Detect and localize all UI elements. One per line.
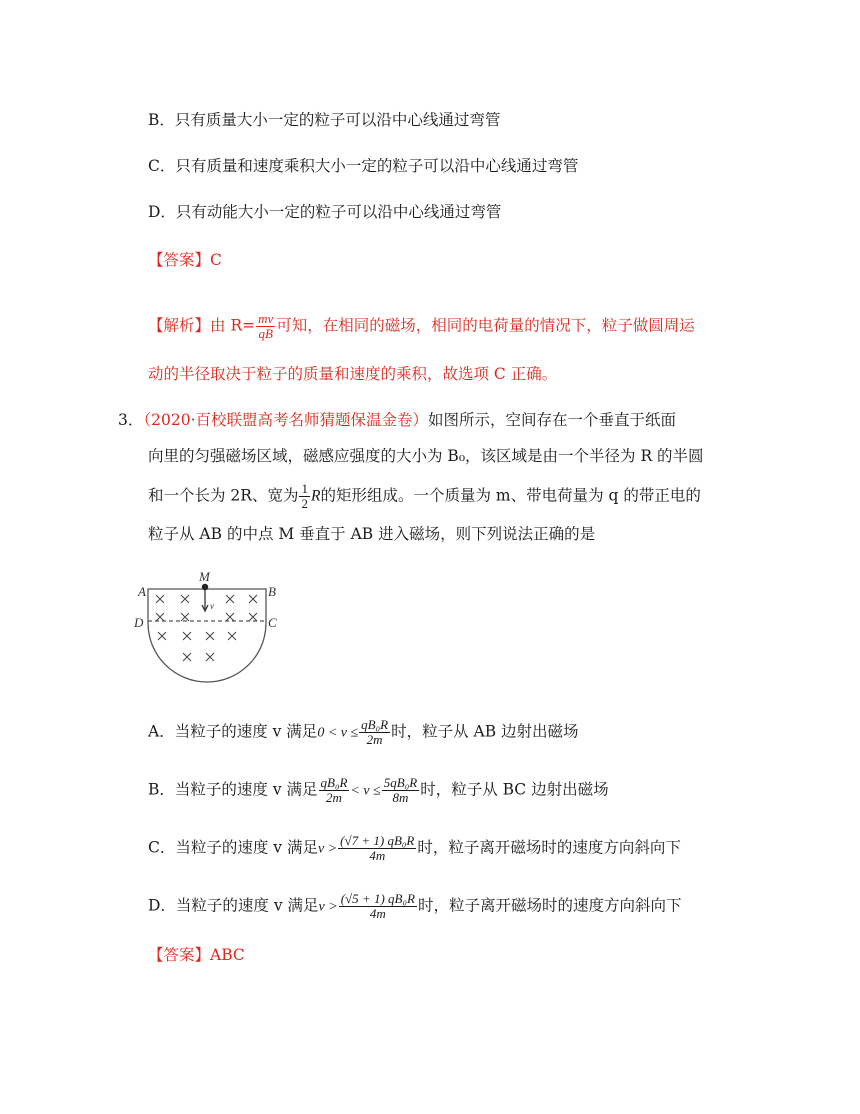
- option-b-fraction-2: [382, 776, 419, 805]
- fraction-numerator: (√5 + 1) qB₀R: [340, 891, 415, 906]
- option-d-fraction: [339, 892, 417, 921]
- analysis-line-1: [148, 312, 695, 341]
- question-source: （2020·百校联盟高考名师猜题保温金卷）: [143, 411, 428, 429]
- option-c: [148, 834, 681, 863]
- half-denominator: 2: [301, 496, 308, 511]
- analysis-fraction: [256, 312, 275, 341]
- option-d-tail: 时，粒子离开磁场时的速度方向斜向下: [417, 896, 682, 915]
- option-a-fraction: [359, 718, 390, 747]
- question-text-3b: 的矩形组成。一个质量为 m、带电荷量为 q 的带正电的: [320, 486, 701, 505]
- question-line-3: [148, 482, 701, 511]
- option-c-prev: C．只有质量和速度乘积大小一定的粒子可以沿中心线通过弯管: [148, 157, 579, 175]
- answer-prev: 【答案】C: [148, 251, 222, 269]
- fraction-numerator: (√7 + 1) qB₀R: [340, 833, 415, 848]
- fraction-denominator: 2m: [326, 790, 342, 805]
- option-b-tail: 时，粒子从 BC 边射出磁场: [420, 780, 609, 799]
- label-c: C: [268, 615, 277, 630]
- label-a: A: [138, 584, 146, 599]
- question-line-1: [118, 410, 676, 430]
- fraction-denominator: qB: [258, 326, 273, 341]
- question-line-4: 粒子从 AB 的中点 M 垂直于 AB 进入磁场，则下列说法正确的是: [148, 525, 596, 543]
- label-d: D: [134, 615, 144, 630]
- label-b: B: [268, 584, 276, 599]
- fraction-numerator: qB₀R: [361, 717, 389, 732]
- fraction-denominator: 4m: [369, 906, 386, 921]
- analysis-lead: 由 R=: [210, 316, 256, 335]
- point-m: [202, 584, 208, 590]
- option-d-prev: D．只有动能大小一定的粒子可以沿中心线通过弯管: [148, 203, 502, 221]
- question-number: 3．: [118, 411, 144, 429]
- option-b: [148, 776, 609, 805]
- option-a-tail: 时，粒子从 AB 边射出磁场: [391, 722, 579, 741]
- half-numerator: 1: [301, 481, 308, 496]
- question-text-1: 如图所示，空间存在一个垂直于纸面: [428, 411, 677, 429]
- half-fraction: [299, 482, 310, 511]
- option-a-lead: A．当粒子的速度 v 满足: [148, 722, 318, 741]
- option-d-lead: D．当粒子的速度 v 满足: [148, 896, 319, 915]
- fraction-denominator: 4m: [369, 848, 386, 863]
- radius-symbol: R: [310, 487, 321, 505]
- option-a-ineq: 0 < v ≤: [317, 725, 359, 741]
- fraction-denominator: 2m: [366, 732, 383, 747]
- option-c-lead: C．当粒子的速度 v 满足: [148, 838, 318, 857]
- field-crosses: [156, 595, 257, 661]
- fraction-numerator: mv: [258, 311, 274, 326]
- option-b-ineq: < v ≤: [350, 783, 381, 799]
- option-a: [148, 718, 579, 747]
- answer: 【答案】ABC: [148, 946, 245, 964]
- magnetic-field-figure: [128, 565, 278, 690]
- fraction-numerator: 5qB₀R: [383, 775, 418, 790]
- question-text-3a: 和一个长为 2R、宽为: [148, 486, 299, 505]
- fraction-numerator: qB₀R: [320, 775, 348, 790]
- label-m: M: [199, 569, 210, 584]
- fraction-denominator: 8m: [392, 790, 409, 805]
- option-c-ineq: v >: [317, 841, 338, 857]
- question-line-2: 向里的匀强磁场区域，磁感应强度的大小为 B₀，该区域是由一个半径为 R 的半圆: [148, 447, 704, 465]
- field-region-outline: [148, 589, 266, 682]
- analysis-line-2: 动的半径取决于粒子的质量和速度的乘积，故选项 C 正确。: [148, 365, 558, 383]
- option-b-prev: B．只有质量大小一定的粒子可以沿中心线通过弯管: [148, 111, 501, 129]
- option-c-fraction: [338, 834, 416, 863]
- analysis-label: 【解析】: [148, 316, 211, 335]
- option-d: [148, 892, 681, 921]
- analysis-rest-1: 可知，在相同的磁场，相同的电荷量的情况下，粒子做圆周运: [276, 316, 695, 335]
- option-b-fraction-1: [319, 776, 350, 805]
- option-d-ineq: v >: [318, 899, 338, 915]
- label-v: v: [210, 601, 214, 611]
- option-c-tail: 时，粒子离开磁场时的速度方向斜向下: [417, 838, 681, 857]
- option-b-lead: B．当粒子的速度 v 满足: [148, 780, 318, 799]
